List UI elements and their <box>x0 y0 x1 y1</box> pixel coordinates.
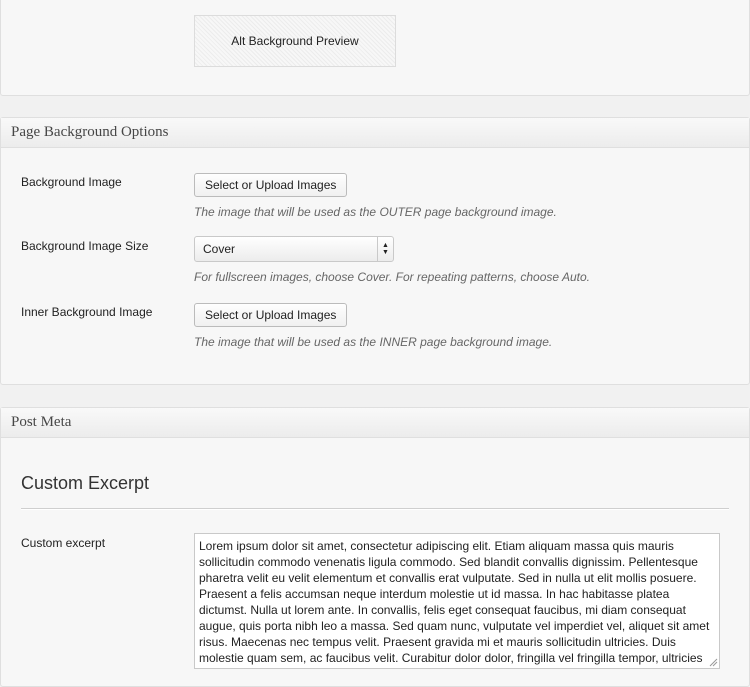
custom-excerpt-heading: Custom Excerpt <box>21 473 150 493</box>
background-image-label: Background Image <box>21 175 122 189</box>
background-image-size-label: Background Image Size <box>21 239 149 253</box>
background-image-upload-button[interactable]: Select or Upload Images <box>194 173 347 197</box>
background-image-size-select[interactable] <box>194 236 394 262</box>
alt-background-box <box>0 0 750 96</box>
custom-excerpt-label: Custom excerpt <box>21 536 106 550</box>
custom-excerpt-textarea[interactable] <box>194 533 720 669</box>
inner-background-image-upload-button[interactable]: Select or Upload Images <box>194 303 347 327</box>
page-background-options-title[interactable]: Page Background Options <box>1 118 749 148</box>
background-image-size-value: Cover <box>203 242 236 256</box>
select-arrows-icon: ▲ ▼ <box>377 237 393 261</box>
inner-background-image-label: Inner Background Image <box>21 305 153 319</box>
section-divider <box>21 508 729 510</box>
background-image-description: The image that will be used as the OUTER page background image. <box>194 205 557 219</box>
post-meta-title[interactable]: Post Meta <box>1 408 749 438</box>
inner-background-image-description: The image that will be used as the INNER page background image. <box>194 335 553 349</box>
post-meta-box <box>0 407 750 687</box>
alt-background-preview: Alt Background Preview <box>194 15 396 67</box>
background-image-size-description: For fullscreen images, choose Cover. For repeating patterns, choose Auto. <box>194 270 590 284</box>
page-background-options-box <box>0 117 750 385</box>
